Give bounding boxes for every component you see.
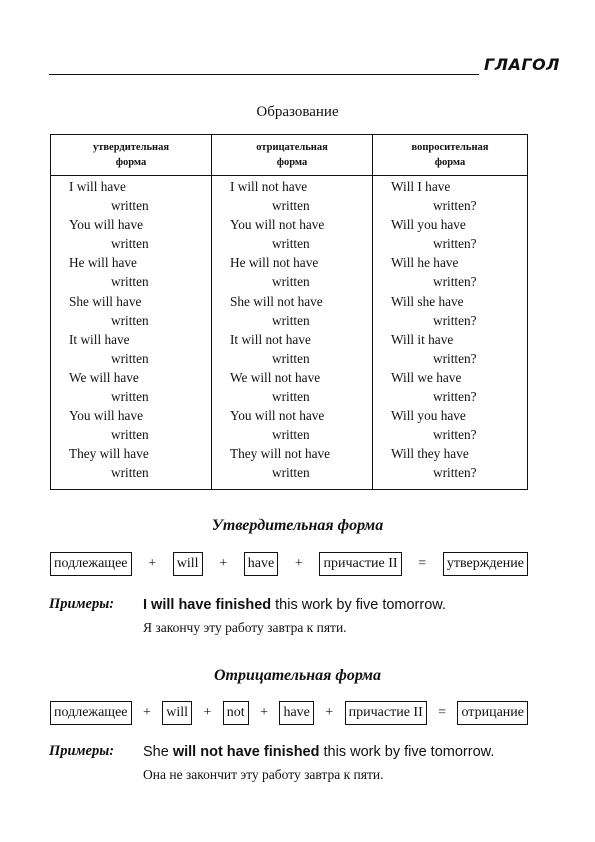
header-rule (49, 74, 479, 75)
list-item: It will have (69, 331, 130, 347)
list-item: Will I have (391, 179, 451, 194)
section-title: Образование (256, 104, 339, 120)
negative-form-title: Отрицательная форма (214, 667, 381, 684)
list-item: Will he have (391, 255, 459, 271)
list-item: Will she have (391, 293, 464, 309)
table-header-row (51, 135, 528, 176)
example-sentence-ru: Я закончу эту работу завтра к пяти. (143, 620, 347, 635)
header-affirmative: утвердительная форма (51, 135, 212, 176)
plus-sign: + (219, 556, 228, 571)
negative-formula (50, 701, 528, 725)
examples-label: Примеры: (49, 743, 115, 759)
list-item: We will not have (230, 369, 321, 385)
list-item: We will have (69, 369, 139, 385)
column-affirmative: I will have written You will have written He will have written She will have written It will have written We will have written You will have written They will have written (51, 176, 212, 490)
conjugation-table (50, 134, 528, 490)
header-interrogative: вопросительная форма (373, 135, 528, 176)
formula-subject-box: подлежащее (50, 552, 132, 576)
list-item: You will have (69, 217, 144, 233)
table-body-row (51, 176, 528, 490)
formula-will-box: will (173, 552, 203, 576)
plus-sign: + (325, 705, 334, 720)
example-sentence-ru: Она не закончит эту работу завтра к пяти. (143, 767, 384, 782)
list-item: Will they have (391, 446, 469, 462)
list-item: Will you have (391, 217, 466, 233)
column-negative: I will not have written You will not have written He will not have written She will not have written It will not have written We will not have written You will not have written They will not have written (212, 176, 373, 490)
plus-sign: + (294, 556, 303, 571)
chapter-title: ГЛАГОЛ (484, 55, 560, 74)
list-item: Will you have (391, 408, 466, 424)
formula-result-box: отрицание (457, 701, 528, 725)
affirmative-formula (50, 552, 528, 576)
plus-sign: + (203, 705, 212, 720)
equals-sign: = (418, 556, 427, 571)
formula-have-box: have (279, 701, 313, 725)
formula-subject-box: подлежащее (50, 701, 132, 725)
plus-sign: + (142, 705, 151, 720)
example-sentence-en: I will have finished this work by five tomorrow. (143, 597, 446, 613)
list-item: He will have (69, 255, 137, 271)
list-item: He will not have (230, 255, 319, 271)
list-item: You will have (69, 408, 144, 424)
equals-sign: = (438, 705, 447, 720)
list-item: They will not have (230, 446, 331, 462)
list-item: It will not have (230, 331, 311, 347)
list-item: She will not have (230, 293, 323, 309)
list-item: They will have (69, 446, 149, 462)
formula-result-box: утверждение (443, 552, 528, 576)
formula-participle-box: причастие II (319, 552, 401, 576)
formula-participle-box: причастие II (345, 701, 427, 725)
example-sentence-en: She will not have finished this work by five tomorrow. (143, 744, 495, 760)
formula-not-box: not (223, 701, 249, 725)
list-item: Will we have (391, 369, 462, 385)
column-interrogative: Will I have written? Will you have written? Will he have written? Will she have written? Will it have written? Will we have written? Will you have written? Will they have written? (373, 176, 528, 490)
list-item: I will have (69, 179, 126, 194)
list-item: You will not have (230, 217, 325, 233)
examples-label: Примеры: (49, 596, 115, 612)
list-item: Will it have (391, 331, 454, 347)
affirmative-form-title: Утвердительная форма (211, 517, 384, 534)
list-item: She will have (69, 293, 142, 309)
plus-sign: + (148, 556, 157, 571)
plus-sign: + (260, 705, 269, 720)
formula-have-box: have (244, 552, 278, 576)
header-negative: отрицательная форма (212, 135, 373, 176)
list-item: You will not have (230, 408, 325, 424)
list-item: I will not have (230, 179, 308, 194)
formula-will-box: will (162, 701, 192, 725)
